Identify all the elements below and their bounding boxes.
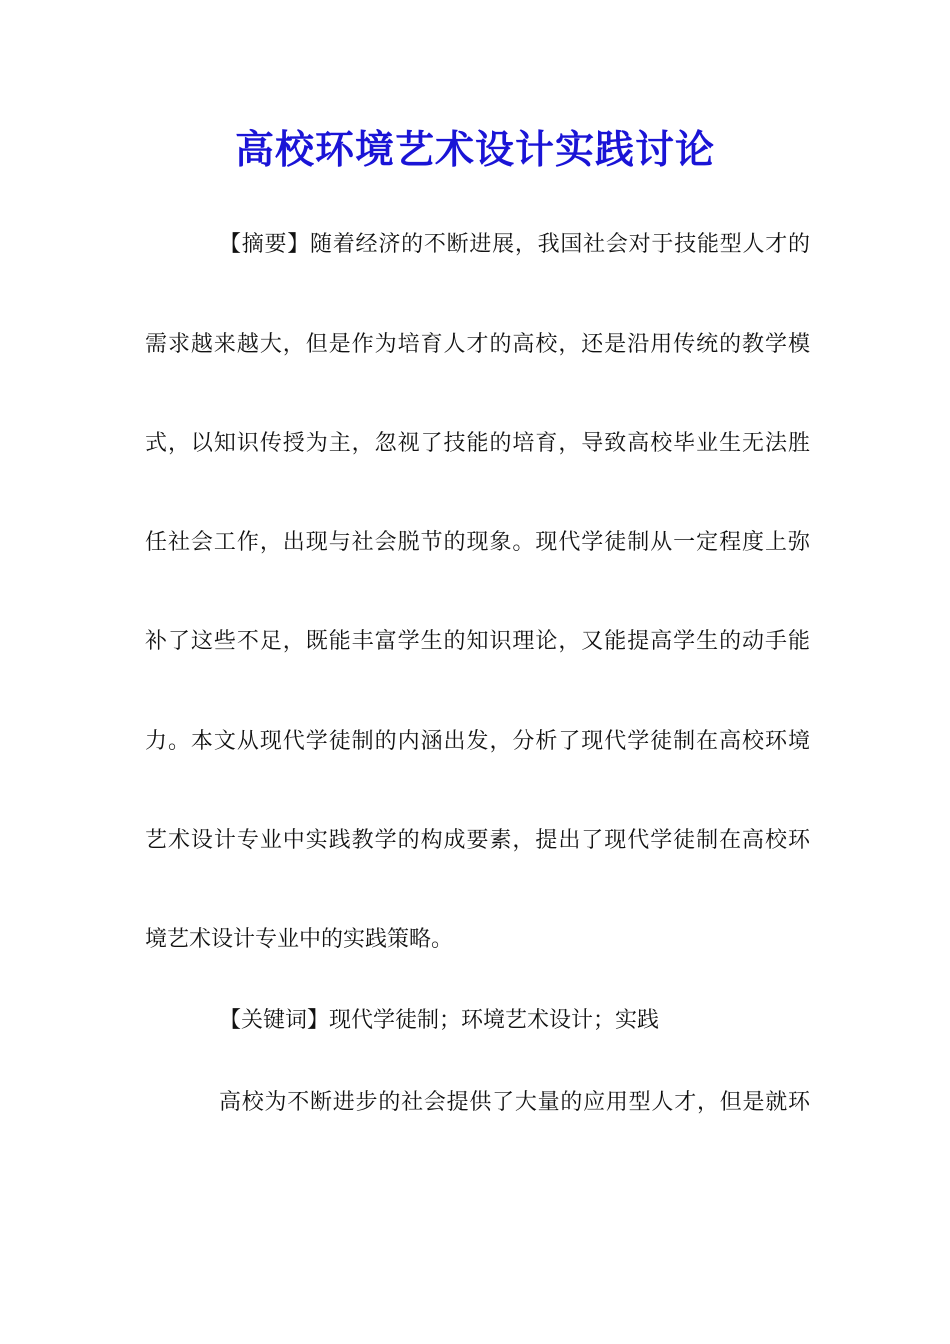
body-paragraph-line: 高校为不断进步的社会提供了大量的应用型人才，但是就环: [219, 1090, 810, 1115]
abstract-line-5: 补了这些不足，既能丰富学生的知识理论，又能提高学生的动手能: [145, 629, 810, 654]
document-title: 高校环境艺术设计实践讨论: [234, 127, 715, 173]
abstract-line-8: 境艺术设计专业中的实践策略。: [145, 927, 454, 952]
abstract-line-4: 任社会工作，出现与社会脱节的现象。现代学徒制从一定程度上弥: [145, 530, 810, 555]
abstract-line-1: 【摘要】随着经济的不断进展，我国社会对于技能型人才的: [219, 232, 810, 257]
abstract-line-6: 力。本文从现代学徒制的内涵出发，分析了现代学徒制在高校环境: [145, 729, 810, 754]
abstract-line-3: 式，以知识传授为主，忽视了技能的培育，导致高校毕业生无法胜: [145, 431, 810, 456]
abstract-line-2: 需求越来越大，但是作为培育人才的高校，还是沿用传统的教学模: [145, 332, 810, 357]
keywords-line: 【关键词】现代学徒制；环境艺术设计；实践: [219, 1008, 660, 1033]
abstract-line-7: 艺术设计专业中实践教学的构成要素，提出了现代学徒制在高校环: [145, 828, 810, 853]
